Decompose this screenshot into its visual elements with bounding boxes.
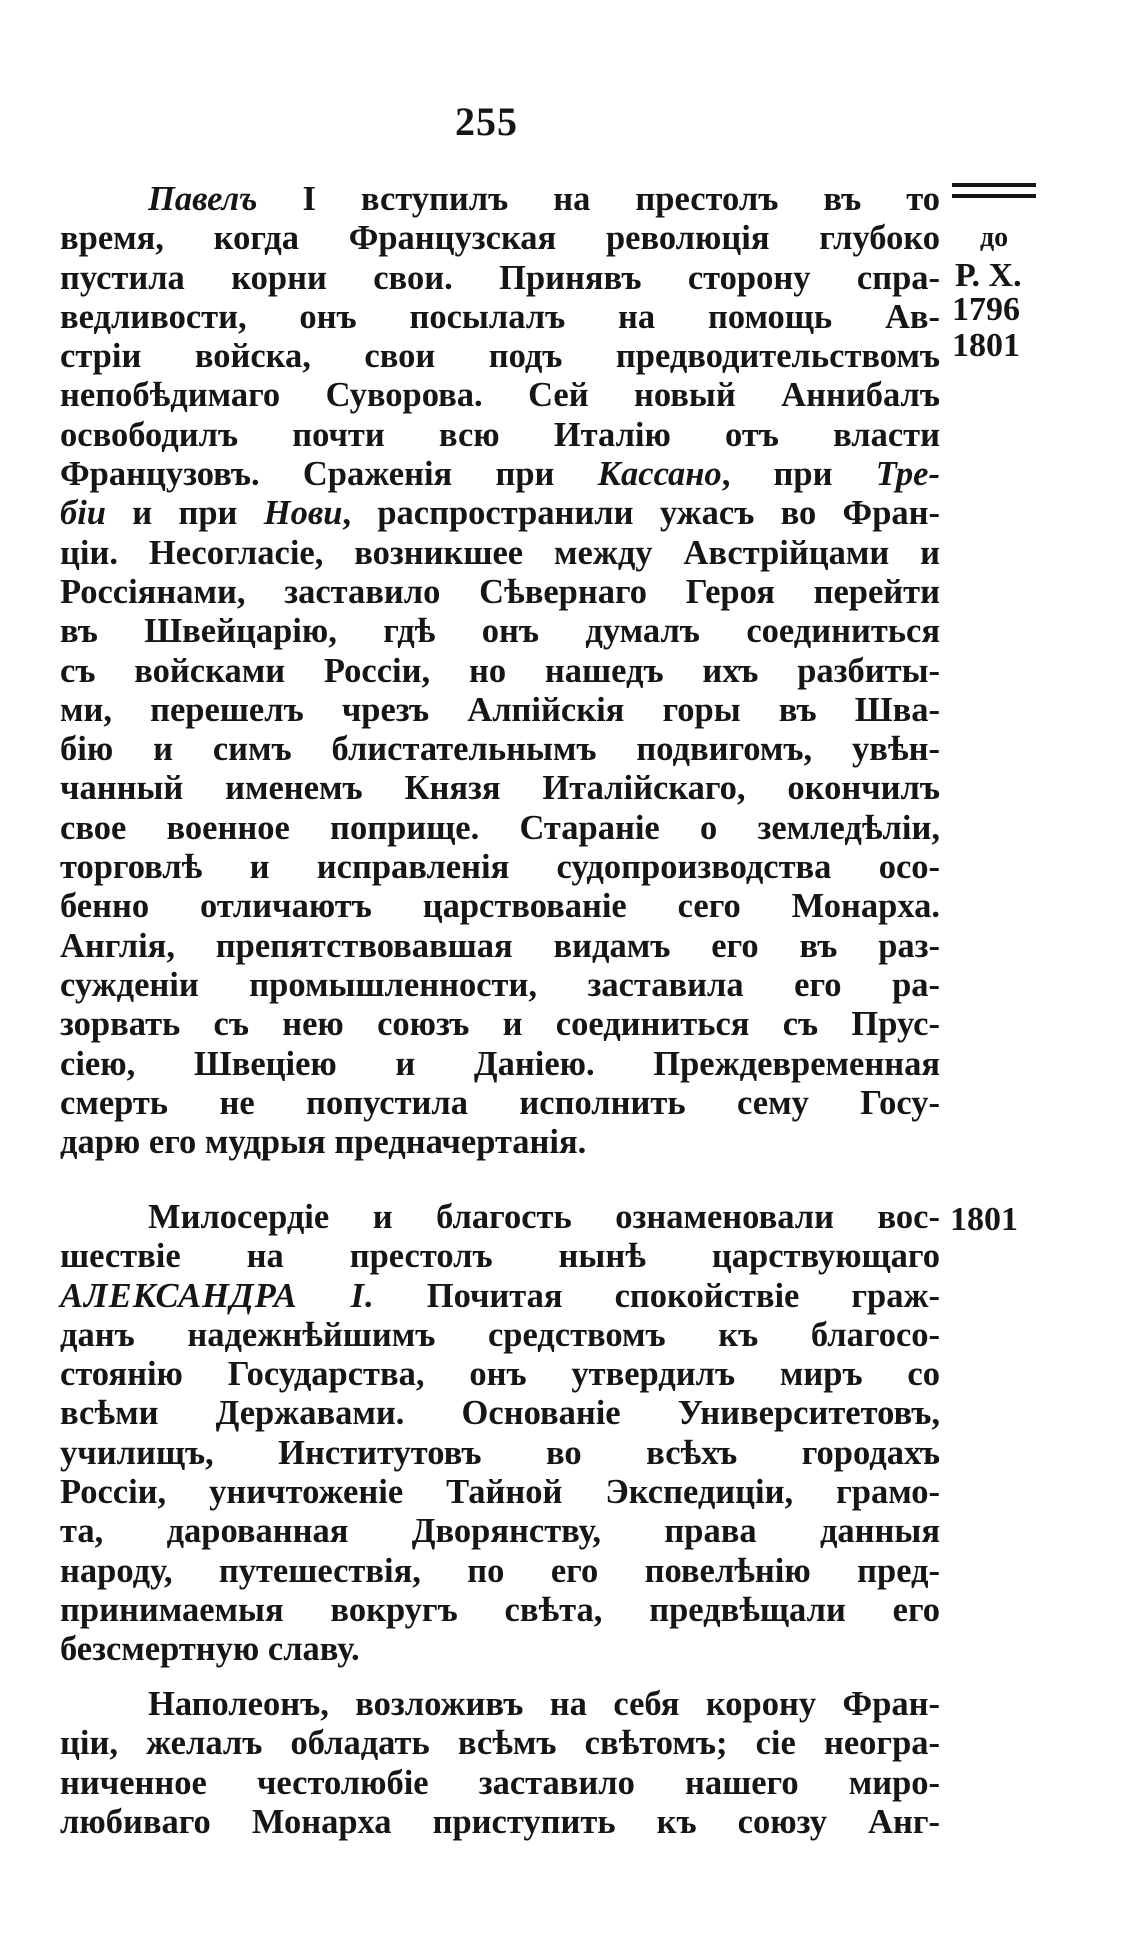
text-line: АЛЕКСАНДРА I. Почитая спокойствіе граж- [60, 1276, 940, 1315]
text-line: ниченное честолюбіе заставило нашего миро- [60, 1763, 940, 1802]
text-line: Россіи, уничтоженіе Тайной Экспедиціи, грамо- [60, 1473, 940, 1512]
text-line: стоянію Государства, онъ утвердилъ миръ со [60, 1355, 940, 1394]
text-line: время, когда Французская революція глубоко [60, 219, 940, 258]
text-line: та, дарованная Дворянству, права данныя [60, 1512, 940, 1551]
text-line: сіею, Швеціею и Даніею. Преждевременная [60, 1044, 940, 1083]
text-line: въ Швейцарію, гдѣ онъ думалъ соединиться [60, 612, 940, 651]
margin-note-year-start: 1796 [952, 291, 1020, 328]
text-line: стріи войска, свои подъ предводительствомъ [60, 337, 940, 376]
text-line: сужденіи промышленности, заставила его ра- [60, 965, 940, 1004]
text-line: принимаемыя вокругъ свѣта, предвѣщали его [60, 1590, 940, 1629]
text-line: смерть не попустила исполнить сему Госу- [60, 1083, 940, 1122]
margin-note-year-accession: 1801 [950, 1201, 1018, 1238]
text-line: данъ надежнѣйшимъ средствомъ къ благосо- [60, 1315, 940, 1354]
text-line: всѣми Державами. Основаніе Университетовъ, [60, 1394, 940, 1433]
margin-note-era: Р. Х. [955, 257, 1022, 294]
text-line: непобѣдимаго Суворова. Сей новый Аннибалъ [60, 376, 940, 415]
text-line: бію и симъ блистательнымъ подвигомъ, увѣн- [60, 730, 940, 769]
text-line: біи и при Нови, распространили ужасъ во Фран- [60, 494, 940, 533]
text-line: Милосердіе и благость ознаменовали вос- [148, 1198, 940, 1236]
paragraph-alexander [60, 1198, 940, 1670]
text-line: безсмертную славу. [60, 1630, 360, 1669]
text-line: дарю его мудрыя предначертанія. [60, 1123, 587, 1162]
text-line: зорвать съ нею союзъ и соединиться съ Прус- [60, 1005, 940, 1044]
text-line: бенно отличаютъ царствованіе сего Монарха. [60, 887, 940, 926]
text-line: пустила корни свои. Принявъ сторону спра- [60, 258, 940, 297]
text-line: ми, перешелъ чрезъ Алпійскія горы въ Шва- [60, 690, 940, 729]
name-paul: Павелъ [148, 180, 258, 218]
paragraph-napoleon [60, 1685, 940, 1842]
text-line: шествіе на престолъ нынѣ царствующаго [60, 1237, 940, 1276]
text-line: освободилъ почти всю Италію отъ власти [60, 415, 940, 454]
text-line: Французовъ. Сраженія при Кассано, при Тре- [60, 455, 940, 494]
text-line: Наполеонъ, возложивъ на себя корону Фран- [148, 1685, 940, 1723]
text-line: ведливости, онъ посылалъ на помощь Ав- [60, 297, 940, 336]
margin-note-year-end: 1801 [952, 327, 1020, 364]
text-line: народу, путешествія, по его повелѣнію пред- [60, 1551, 940, 1590]
text-line: съ войсками Россіи, но нашедъ ихъ разбиты- [60, 651, 940, 690]
text-line: ціи. Несогласіе, возникшее между Австрійцами и [60, 533, 940, 572]
text-line: училищъ, Институтовъ во всѣхъ городахъ [60, 1433, 940, 1472]
text-line: свое военное поприще. Стараніе о земледѣліи, [60, 808, 940, 847]
text-line: чанный именемъ Князя Италійскаго, окончилъ [60, 769, 940, 808]
text-line: любиваго Монарха приступить къ союзу Анг- [60, 1802, 940, 1841]
text-line: Россіянами, заставило Сѣвернаго Героя перейти [60, 572, 940, 611]
margin-rule-top [952, 183, 1036, 187]
place-trebbia: Тре- [875, 455, 940, 494]
margin-note-before: до [980, 222, 1009, 253]
text-line: ціи, желалъ обладать всѣмъ свѣтомъ; сіе неогра- [60, 1724, 940, 1763]
name-alexander: АЛЕКСАНДРА I. [60, 1276, 375, 1315]
text-line: Англія, препятствовавшая видамъ его въ раз- [60, 926, 940, 965]
text-line: Павелъ I вступилъ на престолъ въ то [148, 180, 940, 218]
text-line: торговлѣ и исправленія судопроизводства осо- [60, 848, 940, 887]
page-number: 255 [455, 99, 518, 144]
paragraph-paul [60, 180, 940, 1162]
place-cassano: Кассано [597, 455, 722, 494]
margin-rule-bottom [952, 194, 1036, 198]
place-novi: Нови [263, 494, 343, 533]
